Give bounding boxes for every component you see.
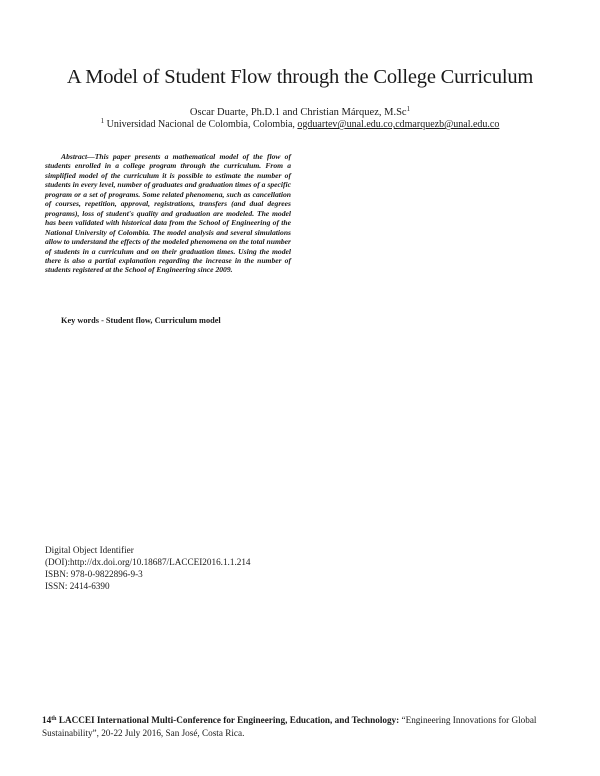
- abstract-text: —This paper presents a mathematical model of the flow of students enrolled in a college program through the curriculum. From a simplified model of the curriculum it is possible to estimate the number of students in every level, number of graduates and graduation times of a specific program or a set of programs. Some related phenomena, such as cancellation of courses, repetition, approval, registrations, transfers (and dual degrees programs), loss of student's quality and graduation are modeled. The model has been validated with historical data from the School of Engineering of the National University of Colombia. The model analysis and several simulations allow to understand the effects of the modeled phenomena on the total number of students in a curriculum and on their graduation times. Using the model there is also a partial explanation regarding the increase in the number of students registered at the School of Engineering since 2009.: [45, 152, 291, 275]
- doi-link[interactable]: (DOI):http://dx.doi.org/10.18687/LACCEI2016.1.1.214: [45, 557, 251, 567]
- author-names: Oscar Duarte, Ph.D.1 and Christian Márquez, M.Sc: [189, 107, 407, 118]
- footer-conference-name: LACCEI International Multi-Conference for Engineering, Education, and Technology:: [56, 715, 400, 725]
- issn: ISSN: 2414-6390: [45, 581, 110, 591]
- affiliation-superscript: 1: [100, 117, 105, 125]
- author-line: [0, 107, 600, 118]
- paper-title: A Model of Student Flow through the College Curriculum: [66, 66, 534, 88]
- doi-label: Digital Object Identifier: [45, 545, 134, 555]
- footer-superscript: th: [51, 716, 57, 722]
- keywords: Key words - Student flow, Curriculum model: [61, 316, 221, 325]
- affiliation-line: [0, 119, 600, 130]
- conference-footer: [42, 714, 562, 740]
- affiliation-text: Universidad Nacional de Colombia, Colombia,: [104, 119, 298, 130]
- footer-edition: 14: [42, 715, 52, 725]
- author-superscript: 1: [406, 105, 411, 113]
- isbn: ISBN: 978-0-9822896-9-3: [45, 569, 143, 579]
- abstract-block: [45, 152, 291, 275]
- doi-block: [45, 544, 251, 592]
- footer-details: “Engineering Innovations for Global Sustainability”, 20-22 July 2016, San José, Costa Rica.: [42, 715, 537, 738]
- abstract-heading: Abstract: [61, 152, 88, 161]
- author-email-link[interactable]: ogduartev@unal.edu.co,cdmarquezb@unal.edu.co: [297, 119, 500, 130]
